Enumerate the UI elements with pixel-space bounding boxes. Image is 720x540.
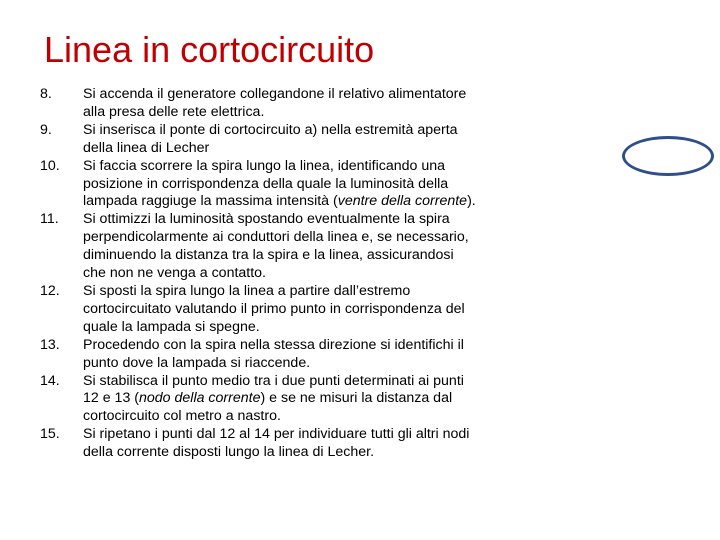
step-text-segment: ).	[467, 193, 476, 210]
step-number: 9.	[40, 121, 52, 138]
step-text-segment: Si ripetano i punti dal 12 al 14 per individuare tutti gli altri nodi della corrente disposti lungo la linea di Lecher.	[83, 426, 470, 461]
step-text	[83, 283, 465, 335]
steps-list	[40, 86, 480, 462]
step-text	[83, 337, 464, 371]
step-text-italic: nodo della corrente	[139, 390, 261, 407]
step-item	[40, 86, 480, 122]
step-number: 8.	[40, 86, 52, 102]
step-item	[40, 283, 480, 337]
step-text	[83, 426, 469, 460]
step-text-segment: Si sposti la spira lungo la linea a partire dall’estremo cortocircuitato valutando il primo punto in corrispondenza del quale la lampada si spegne.	[83, 282, 465, 335]
step-text	[83, 86, 466, 120]
step-text	[83, 211, 469, 281]
step-item	[40, 373, 480, 427]
ellipse-shape	[622, 136, 714, 176]
step-item	[40, 426, 480, 462]
step-number: 10.	[40, 157, 60, 174]
step-text	[83, 373, 464, 425]
step-text-segment: Si faccia scorrere la spira lungo la linea, identificando una posizione in corrispondenza della quale la luminosità della lampada raggiuge la massima intensità (	[83, 157, 449, 210]
step-number: 11.	[40, 211, 59, 228]
step-text-italic: ventre della corrente	[337, 193, 468, 210]
step-text-segment: Si inserisca il ponte di cortocircuito a) nella estremità aperta della linea di Lecher	[83, 121, 458, 156]
step-number: 15.	[40, 426, 60, 443]
step-number: 14.	[40, 372, 60, 389]
step-number: 13.	[40, 336, 60, 353]
step-text-segment: Si ottimizzi la luminosità spostando eventualmente la spira perpendicolarmente ai conduttori della linea e, se necessario, diminuendo la distanza tra la spira e la linea, assicurandosi che non ne venga a contatto.	[83, 211, 469, 282]
step-item	[40, 337, 480, 373]
step-number: 12.	[40, 282, 60, 299]
step-text-segment: ) e se ne misuri la distanza dal cortocircuito col metro a nastro.	[83, 390, 453, 425]
step-text-segment: Si stabilisca il punto medio tra i due punti determinati ai punti 12 e 13 (	[83, 372, 464, 407]
step-item	[40, 158, 480, 212]
step-item	[40, 122, 480, 158]
step-text	[83, 122, 458, 156]
step-text-segment: Procedendo con la spira nella stessa direzione si identifichi il punto dove la lampada si riaccende.	[83, 336, 464, 371]
step-item	[40, 211, 480, 283]
step-text	[83, 158, 476, 210]
step-text-segment: Si accenda il generatore collegandone il relativo alimentatore alla presa delle rete elettrica.	[83, 86, 467, 120]
slide-title: Linea in cortocircuito	[44, 29, 375, 70]
